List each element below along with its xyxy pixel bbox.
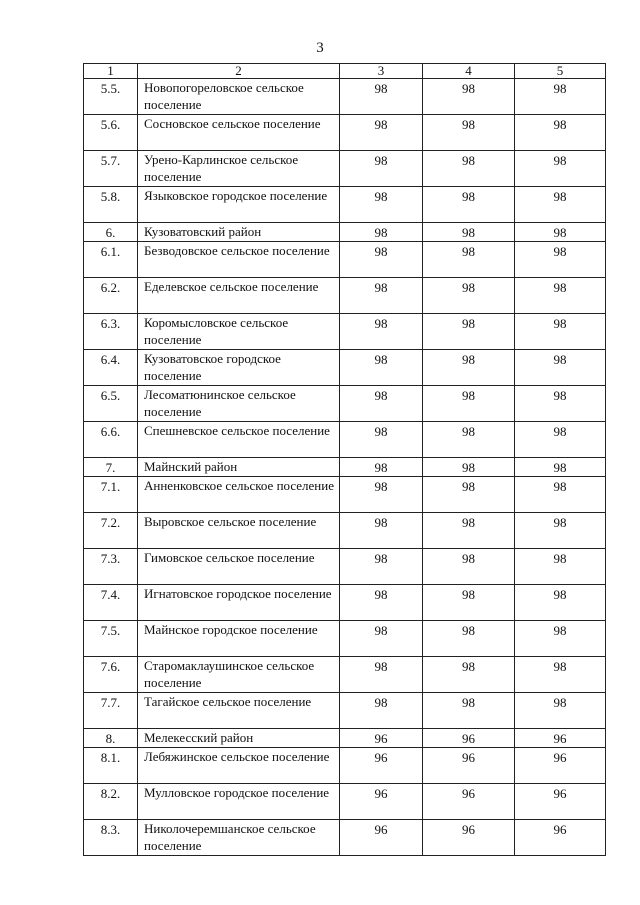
value-cell-4: 98 (423, 278, 515, 314)
value-cell-4: 98 (423, 115, 515, 151)
value-cell-3: 98 (340, 513, 423, 549)
value-cell-3: 98 (340, 314, 423, 350)
table-row (84, 513, 606, 549)
value-cell-5: 98 (515, 223, 606, 242)
value-cell-5: 98 (515, 350, 606, 386)
value-cell-3: 98 (340, 477, 423, 513)
value-cell-4: 98 (423, 693, 515, 729)
row-name-cell: Тагайское сельское поселение (138, 693, 340, 729)
value-cell-3: 98 (340, 242, 423, 278)
table-row (84, 223, 606, 242)
value-cell-4: 98 (423, 585, 515, 621)
value-cell-5: 98 (515, 585, 606, 621)
value-cell-4: 98 (423, 458, 515, 477)
page-number: 3 (316, 40, 324, 56)
table-row (84, 386, 606, 422)
row-number-cell: 7. (84, 458, 138, 477)
value-cell-3: 98 (340, 187, 423, 223)
value-cell-5: 98 (515, 422, 606, 458)
value-cell-3: 96 (340, 820, 423, 856)
table-row (84, 187, 606, 223)
row-name-cell: Еделевское сельское поселение (138, 278, 340, 314)
value-cell-5: 98 (515, 657, 606, 693)
row-number-cell: 6.4. (84, 350, 138, 386)
row-name-cell: Языковское городское поселение (138, 187, 340, 223)
value-cell-3: 96 (340, 748, 423, 784)
value-cell-3: 98 (340, 115, 423, 151)
value-cell-3: 98 (340, 278, 423, 314)
value-cell-5: 98 (515, 386, 606, 422)
value-cell-5: 98 (515, 242, 606, 278)
value-cell-3: 98 (340, 79, 423, 115)
table-row (84, 458, 606, 477)
value-cell-3: 98 (340, 621, 423, 657)
value-cell-5: 98 (515, 278, 606, 314)
value-cell-5: 98 (515, 621, 606, 657)
row-name-cell: Новопогореловское сельское поселение (138, 79, 340, 115)
column-header: 1 (84, 64, 138, 79)
value-cell-4: 98 (423, 151, 515, 187)
value-cell-5: 98 (515, 314, 606, 350)
value-cell-3: 98 (340, 350, 423, 386)
row-number-cell: 7.3. (84, 549, 138, 585)
row-name-cell: Майнский район (138, 458, 340, 477)
value-cell-3: 98 (340, 422, 423, 458)
row-name-cell: Спешневское сельское поселение (138, 422, 340, 458)
table-row (84, 314, 606, 350)
table-row (84, 549, 606, 585)
row-number-cell: 5.8. (84, 187, 138, 223)
value-cell-4: 98 (423, 386, 515, 422)
value-cell-5: 98 (515, 151, 606, 187)
row-number-cell: 7.6. (84, 657, 138, 693)
value-cell-5: 98 (515, 477, 606, 513)
row-number-cell: 6.3. (84, 314, 138, 350)
value-cell-5: 96 (515, 729, 606, 748)
row-number-cell: 7.5. (84, 621, 138, 657)
table-row (84, 278, 606, 314)
value-cell-4: 98 (423, 513, 515, 549)
value-cell-5: 98 (515, 549, 606, 585)
row-name-cell: Николочеремшанское сельское поселение (138, 820, 340, 856)
value-cell-3: 98 (340, 223, 423, 242)
value-cell-3: 98 (340, 549, 423, 585)
row-name-cell: Лебяжинское сельское поселение (138, 748, 340, 784)
table-row (84, 422, 606, 458)
value-cell-4: 98 (423, 79, 515, 115)
value-cell-5: 98 (515, 513, 606, 549)
value-cell-5: 98 (515, 693, 606, 729)
row-name-cell: Выровское сельское поселение (138, 513, 340, 549)
table-row (84, 115, 606, 151)
value-cell-5: 98 (515, 115, 606, 151)
value-cell-3: 96 (340, 729, 423, 748)
header-row (84, 64, 606, 79)
value-cell-3: 98 (340, 458, 423, 477)
row-number-cell: 7.2. (84, 513, 138, 549)
value-cell-4: 98 (423, 477, 515, 513)
row-name-cell: Безводовское сельское поселение (138, 242, 340, 278)
value-cell-4: 98 (423, 187, 515, 223)
value-cell-4: 96 (423, 729, 515, 748)
row-number-cell: 7.4. (84, 585, 138, 621)
row-number-cell: 6.6. (84, 422, 138, 458)
value-cell-5: 96 (515, 820, 606, 856)
row-name-cell: Мелекесский район (138, 729, 340, 748)
data-table (83, 63, 606, 856)
row-number-cell: 8.1. (84, 748, 138, 784)
row-number-cell: 6.2. (84, 278, 138, 314)
value-cell-5: 96 (515, 748, 606, 784)
value-cell-3: 98 (340, 151, 423, 187)
row-name-cell: Лесоматюнинское сельское поселение (138, 386, 340, 422)
value-cell-4: 98 (423, 223, 515, 242)
row-name-cell: Коромысловское сельское поселение (138, 314, 340, 350)
table-row (84, 151, 606, 187)
table-row (84, 477, 606, 513)
value-cell-5: 98 (515, 79, 606, 115)
row-number-cell: 6. (84, 223, 138, 242)
value-cell-4: 98 (423, 549, 515, 585)
table-row (84, 350, 606, 386)
value-cell-4: 96 (423, 820, 515, 856)
table-row (84, 748, 606, 784)
table-row (84, 820, 606, 856)
row-name-cell: Сосновское сельское поселение (138, 115, 340, 151)
row-number-cell: 8.2. (84, 784, 138, 820)
row-name-cell: Анненковское сельское поселение (138, 477, 340, 513)
value-cell-4: 98 (423, 350, 515, 386)
row-name-cell: Майнское городское поселение (138, 621, 340, 657)
value-cell-4: 96 (423, 748, 515, 784)
column-header: 4 (423, 64, 515, 79)
row-number-cell: 5.5. (84, 79, 138, 115)
column-header: 5 (515, 64, 606, 79)
table-row (84, 585, 606, 621)
table-row (84, 729, 606, 748)
row-name-cell: Кузоватовское городское поселение (138, 350, 340, 386)
value-cell-3: 98 (340, 693, 423, 729)
row-number-cell: 8. (84, 729, 138, 748)
value-cell-3: 98 (340, 657, 423, 693)
value-cell-4: 98 (423, 242, 515, 278)
table-row (84, 657, 606, 693)
row-name-cell: Мулловское городское поселение (138, 784, 340, 820)
value-cell-4: 98 (423, 314, 515, 350)
table-row (84, 621, 606, 657)
row-name-cell: Урено-Карлинское сельское поселение (138, 151, 340, 187)
value-cell-4: 96 (423, 784, 515, 820)
value-cell-5: 98 (515, 458, 606, 477)
column-header: 2 (138, 64, 340, 79)
table-row (84, 693, 606, 729)
row-number-cell: 7.1. (84, 477, 138, 513)
column-header: 3 (340, 64, 423, 79)
value-cell-3: 96 (340, 784, 423, 820)
row-number-cell: 6.1. (84, 242, 138, 278)
table-row (84, 784, 606, 820)
value-cell-4: 98 (423, 621, 515, 657)
row-name-cell: Игнатовское городское поселение (138, 585, 340, 621)
row-number-cell: 5.6. (84, 115, 138, 151)
row-name-cell: Старомаклаушинское сельское поселение (138, 657, 340, 693)
table-row (84, 79, 606, 115)
table-row (84, 242, 606, 278)
row-number-cell: 5.7. (84, 151, 138, 187)
value-cell-5: 98 (515, 187, 606, 223)
value-cell-4: 98 (423, 422, 515, 458)
value-cell-3: 98 (340, 585, 423, 621)
value-cell-5: 96 (515, 784, 606, 820)
value-cell-3: 98 (340, 386, 423, 422)
row-number-cell: 6.5. (84, 386, 138, 422)
row-name-cell: Гимовское сельское поселение (138, 549, 340, 585)
value-cell-4: 98 (423, 657, 515, 693)
row-number-cell: 7.7. (84, 693, 138, 729)
row-number-cell: 8.3. (84, 820, 138, 856)
row-name-cell: Кузоватовский район (138, 223, 340, 242)
